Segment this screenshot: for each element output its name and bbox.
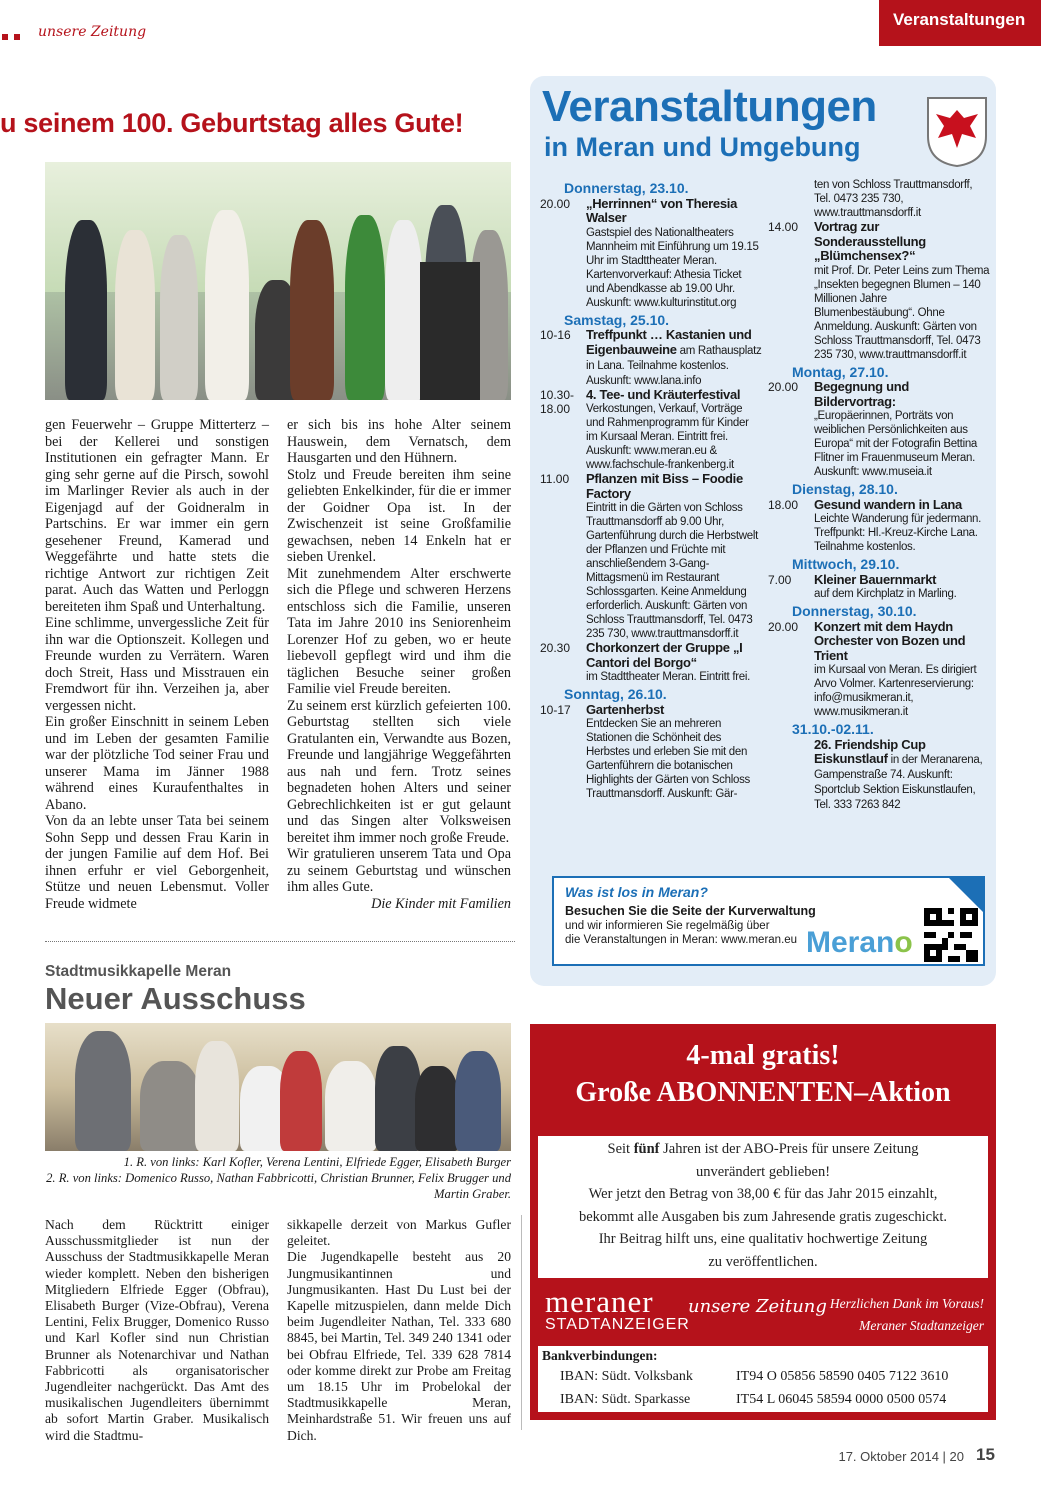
event-title-tail: in der Meranarena, Gampenstraße 74. Auskunft: Sportclub Sektion Eiskunstlaufen, Tel. 333 7263 842 [814, 754, 983, 811]
event-title: Gartenherbst [586, 701, 665, 717]
article2-col2 [287, 1217, 511, 1444]
event-title: Begegnung und Bildervortrag: [814, 379, 910, 409]
article2-caption [45, 1154, 511, 1202]
event-time [768, 738, 814, 813]
event-body [586, 472, 762, 641]
ad-brand-script: unsere Zeitung [688, 1296, 827, 1317]
event-item [540, 703, 762, 802]
event-body [814, 498, 990, 555]
article1-photo [45, 162, 511, 400]
event-time: 18.00 [768, 497, 799, 512]
events-title: Veranstaltungen [542, 82, 877, 131]
article2-headline: Neuer Ausschuss [45, 981, 306, 1016]
event-title: Pflanzen mit Biss – Foodie Factory [586, 471, 743, 501]
info-question: Was ist los in Meran? [565, 884, 708, 900]
ad-bank2-name: IBAN: Südt. Sparkasse [560, 1392, 691, 1407]
ad-body-line6: zu veröffentlichen. [708, 1253, 818, 1270]
ad-brand-top: meraner [545, 1284, 654, 1319]
info-line1: Besuchen Sie die Seite der Kurverwaltung [565, 904, 816, 918]
event-description: ten von Schloss Trauttmansdorff, Tel. 0473 235 730, www.trauttmansdorff.it [814, 179, 973, 219]
event-title: Chorkonzert der Gruppe „I Cantori del Borgo“ [586, 640, 743, 670]
ad-body-l1b: fünf [633, 1141, 660, 1157]
ad-body-line2: unverändert geblieben! [695, 1163, 831, 1180]
event-description: Leichte Wanderung für jedermann. Treffpunkt: Hl.-Kreuz-Kirche Lana. Teilnahme kostenlos. [814, 513, 982, 553]
event-body [814, 573, 990, 602]
event-item [768, 573, 990, 602]
event-title: 4. Tee- und Kräuterfestival [586, 386, 741, 402]
event-item [540, 641, 762, 684]
event-title: Treffpunkt … Kastanien und Eigenbauweine [586, 327, 752, 357]
event-item [768, 738, 990, 813]
ad-headline2: Große ABONNENTEN–Aktion [575, 1077, 951, 1108]
event-body [814, 620, 990, 720]
article2-caption1: 1. R. von links: Karl Kofler, Verena Lentini, Elfriede Egger, Elisabeth Burger [123, 1155, 511, 1169]
article2-col1-text: Nach dem Rücktritt einiger Ausschussmitglieder ist nun der Ausschuss der Stadtmusikkapelle Meran wieder komplett. Neben den bisherigen Mitgliedern Elfriede Egger (Obfrau), Elisabeth Burger (Vize-Obfrau), Verena Lentini, Felix Brugger, Domenico Russo und Karl Kofler sind nun Christian Brunner als Notenarchivar und Nathan Fabbricotti als organisatorischer Jugendleiter nachgerückt. Das Amt des musikalischen Jugendleiters übernimmt ab sofort Martin Graber. Musikalisch wird die Stadtmu- [45, 1217, 269, 1443]
event-body [586, 641, 762, 684]
ad-body-line4: bekommt alle Ausgaben bis zum Jahresende gratis zugeschickt. [578, 1208, 948, 1225]
event-time: 20.00 [768, 619, 799, 634]
event-item [540, 328, 762, 388]
event-item [540, 388, 762, 473]
ad-bank-label: Bankverbindungen: [542, 1348, 658, 1363]
event-description: auf dem Kirchplatz in Marling. [814, 588, 957, 600]
event-day-heading: Samstag, 25.10. [564, 311, 670, 328]
event-body [814, 738, 990, 813]
event-description: „Europäerinnen, Porträts von weiblichen Persönlichkeiten aus Europa“ mit der Fotografin Bettina Flitner im Frauenmuseum Meran. Auskunft: www.museia.it [814, 410, 978, 478]
ad-body-line1 [538, 1138, 988, 1161]
ad-bank1-name: IBAN: Südt. Volksbank [560, 1369, 693, 1384]
column-rule [521, 1215, 522, 1430]
article2-caption2: 2. R. von links: Domenico Russo, Nathan Fabbricotti, Christian Brunner, Felix Brugger und Martin Graber. [46, 1171, 511, 1201]
article1-col1 [45, 417, 269, 912]
page-number: 15 [976, 1445, 995, 1464]
event-title: Gesund wandern in Lana [814, 496, 962, 512]
event-time: 10-17 [540, 702, 571, 717]
event-body [586, 703, 762, 802]
event-title: 26. Friendship Cup Eiskunstlauf [814, 736, 926, 766]
event-description: im Kursaal von Meran. Es dirigiert Arvo Volmer. Kartenreservierung: info@musikmeran.it, www.musikmeran.it [814, 664, 977, 718]
ad-body-line3: Wer jetzt den Betrag von 38,00 € für das Jahr 2015 einzahlt, [588, 1186, 938, 1202]
event-day-heading: Donnerstag, 23.10. [564, 180, 689, 196]
ad-thanks2: Meraner Stadtanzeiger [859, 1318, 984, 1333]
event-title: Konzert mit dem Haydn Orchester von Bozen und Trient [814, 618, 966, 663]
event-item [768, 620, 990, 720]
header-logo: unsere Zeitung [38, 24, 147, 40]
event-description: Gastspiel des Nationaltheaters Mannheim mit Einführung um 19.15 Uhr im Stadttheater Meran. Kartenvorverkauf: Athesia Ticket und Abendkasse ab 19.00 Uhr. Auskunft: www.kulturinstitut.org [586, 226, 759, 309]
event-time: 20.00 [768, 380, 799, 394]
event-item [768, 220, 990, 362]
event-body [814, 380, 990, 479]
event-day-heading: Montag, 27.10. [792, 363, 889, 380]
article2-kicker: Stadtmusikkapelle Meran [45, 963, 232, 980]
ad-headline1: 4-mal gratis! [686, 1040, 840, 1071]
event-time: 10-16 [540, 328, 571, 342]
event-time [768, 178, 814, 220]
qr-code-icon [924, 908, 978, 962]
events-right-column [768, 178, 990, 812]
event-time: 10.30- 18.00 [540, 387, 575, 416]
event-body [586, 388, 762, 473]
article2-photo [45, 1023, 511, 1151]
article-divider [45, 941, 515, 942]
event-time: 20.00 [540, 196, 571, 211]
event-description: Verkostungen, Verkauf, Vorträge und Rahmenprogramm für Kinder im Kursaal Meran. Eintritt frei. Auskunft: www.meran.eu & www.fachschule-frankenberg.it [586, 403, 749, 471]
event-body [586, 328, 762, 388]
article2-col2-text: sikkapelle derzeit von Markus Gufler geleitet. Die Jugendkapelle besteht aus 20 Jungmusikantinnen und Jungmusikanten. Hast Du Lust bei der Kapelle mitzuspielen, dann melde Dich beim Jugendleiter Nathan, Tel. 333 680 8845, bei Martin, Tel. 349 240 1341 oder bei Obfrau Elfriede, Tel. 339 628 7814 oder komme direkt zur Probe am Freitag um 18.15 Uhr im Probelokal der Stadtmusikkapelle Meran, Meinhardstraße 51. Wir freuen uns auf Dich. [287, 1217, 511, 1443]
event-title: Vortrag zur Sonderausstellung „Blümchensex?“ [814, 219, 926, 263]
event-description: Eintritt in die Gärten von Schloss Trauttmansdorff ab 9.00 Uhr, Gartenführung durch die Herbstwelt der Pflanzen und Früchte mit anschließendem 3-Gang-Mittagsmenü im Restaurant Schlossgarten. Keine Anmeldung erforderlich. Auskunft: Gärten von Schloss Trauttmansdorff, Tel. 0473 235 730, www.trauttmansdorff.it [586, 502, 758, 640]
event-body [814, 178, 990, 220]
event-day-heading: 31.10.-02.11. [792, 721, 874, 737]
event-item [540, 197, 762, 310]
events-subtitle: in Meran und Umgebung [544, 132, 861, 162]
events-left-column [540, 178, 762, 801]
article1-signature: Die Kinder mit Familien [371, 895, 511, 912]
event-item [768, 380, 990, 479]
info-line2: und wir informieren Sie regelmäßig über [565, 920, 770, 932]
event-item [768, 498, 990, 555]
article1-col1-text: gen Feuerwehr – Gruppe Mitterterz – bei der Kellerei und sonstigen Institutionen ein gefragter Mann. Er ging sehr gerne auf die Pirsch, sowohl im Marlinger Revier als auch in der Eigenjagd auf der Goidneralm in Partschins. Er war immer ein gern gesehener Freund, Kamerad und Weggefährte und hatte stets die richtige Antwort zur richtigen Zeit parat. Auch das Watten und Perloggn bereiteten ihm Spaß und Unterhaltung. Eine schlimme, unvergessliche Zeit für ihn war die Optionszeit. Kollegen und Freunde wurden zu Verrätern. Waren doch Streit, Hass und Misstrauen ein Fremdwort für ihn. Verzeihen ja, aber vergessen nicht. Ein großer Einschnitt in seinem Leben und im Leben der gesamten Familie war der plötzliche Tod seiner Frau und unserer Mama im Jänner 1988 während eines Kuraufenthaltes in Abano. Von da an lebte unser Tata bei seinem Sohn Sepp und dessen Frau Karin in der jungen Familie auf dem Hof. Bei ihnen erfuhr er viel Geborgenheit, Stütze und neuen Lebensmut. Voller Freude widmete [45, 417, 269, 912]
merano-logo-text: Meran [806, 926, 895, 959]
article1-col2 [287, 417, 511, 912]
event-description: mit Prof. Dr. Peter Leins zum Thema „Insekten begegnen Blumen – 140 Millionen Jahre Blumenbestäubung“. Ohne Anmeldung. Auskunft: Gärten von Schloss Trauttmansdorff, Tel. 0473 235 730, www.trauttmansdorff.it [814, 264, 990, 361]
event-title-tail: am Rathausplatz in Lana. Teilnahme kostenlos. Auskunft: www.lana.info [586, 344, 762, 387]
event-body [586, 197, 762, 310]
event-time: 14.00 [768, 220, 799, 234]
footer-date: 17. Oktober 2014 | 20 [838, 1449, 964, 1464]
ad-bank1-iban: IT94 O 05856 58590 0405 7122 3610 [736, 1369, 949, 1384]
event-day-heading: Donnerstag, 30.10. [792, 603, 917, 619]
header-dots [2, 27, 26, 45]
event-day-heading: Mittwoch, 29.10. [792, 556, 900, 572]
ad-brand-bottom: STADTANZEIGER [545, 1316, 690, 1333]
event-day-heading: Dienstag, 28.10. [792, 481, 898, 497]
event-description: Entdecken Sie an mehreren Stationen die Schönheit des Herbstes und erleben Sie mit den Gartenführern die botanischen Highlights der Gärten von Schloss Trauttmansdorff. Auskunft: Gär- [586, 718, 750, 800]
event-title: Kleiner Bauernmarkt [814, 571, 937, 587]
ad-body-l1c: Jahren ist der ABO-Preis für unsere Zeitung [659, 1141, 919, 1157]
event-description: im Stadttheater Meran. Eintritt frei. [586, 671, 751, 683]
section-tab: Veranstaltungen [879, 0, 1041, 46]
article1-col2-text: er sich bis ins hohe Alter seinem Hauswein, dem Vernatsch, dem Hausgarten und den Hühnern. Stolz und Freude bereiten ihm seine geliebten Enkelkinder, für die er immer der Goidner Opa ist. In der Zwischenzeit ist seine Großfamilie gewachsen, neben 14 Enkeln hat er sieben Urenkel. Mit zunehmendem Alter erschwerte sich die Pflege und schweren Herzens entschloss sich die Familie, unseren Tata im Jahre 2010 ins Seniorenheim Lorenzer Hof zu geben, wo er heute liebevoll gepflegt wird und ihm die täglichen Besuche seiner großen Familie viel Freude bereiten. Zu seinem erst kürzlich gefeierten 100. Geburtstag stellten sich viele Gratulanten ein, Verwandte aus Bozen, Freunde und langjährige Weggefährten aus nah und fern. Trotz seines begnadeten hohen Alters und seiner Gebrechlichkeiten ist er gut gelaunt und das Singen alter Volksweisen bereitet ihm immer noch große Freude. Wir gratulieren unserem Tata und Opa zu seinem Geburtstag und wünschen ihm alles Gute. [287, 417, 511, 895]
event-item [768, 178, 990, 220]
event-time: 11.00 [540, 472, 570, 486]
ad-body-line5: Ihr Beitrag hilft uns, eine qualitativ hochwertige Zeitung [598, 1231, 928, 1247]
ad-thanks1: Herzlichen Dank im Voraus! [829, 1296, 984, 1311]
event-time: 20.30 [540, 641, 571, 655]
event-title: „Herrinnen“ von Theresia Walser [586, 195, 738, 225]
ad-body-l1a: Seit [607, 1141, 634, 1157]
merano-logo [806, 926, 913, 960]
coat-of-arms-icon [926, 96, 988, 168]
event-time: 7.00 [768, 572, 792, 587]
article1-headline: u seinem 100. Geburtstag alles Gute! [0, 108, 464, 138]
ad-bank2-iban: IT54 L 06045 58594 0000 0500 0574 [736, 1392, 947, 1407]
event-day-heading: Sonntag, 26.10. [564, 686, 667, 702]
ad-body [538, 1136, 988, 1278]
info-line3: die Veranstaltungen in Meran: www.meran.eu [565, 934, 798, 946]
event-body [814, 220, 990, 362]
article2-col1 [45, 1217, 269, 1444]
merano-logo-o: o [894, 926, 913, 959]
event-item [540, 472, 762, 641]
